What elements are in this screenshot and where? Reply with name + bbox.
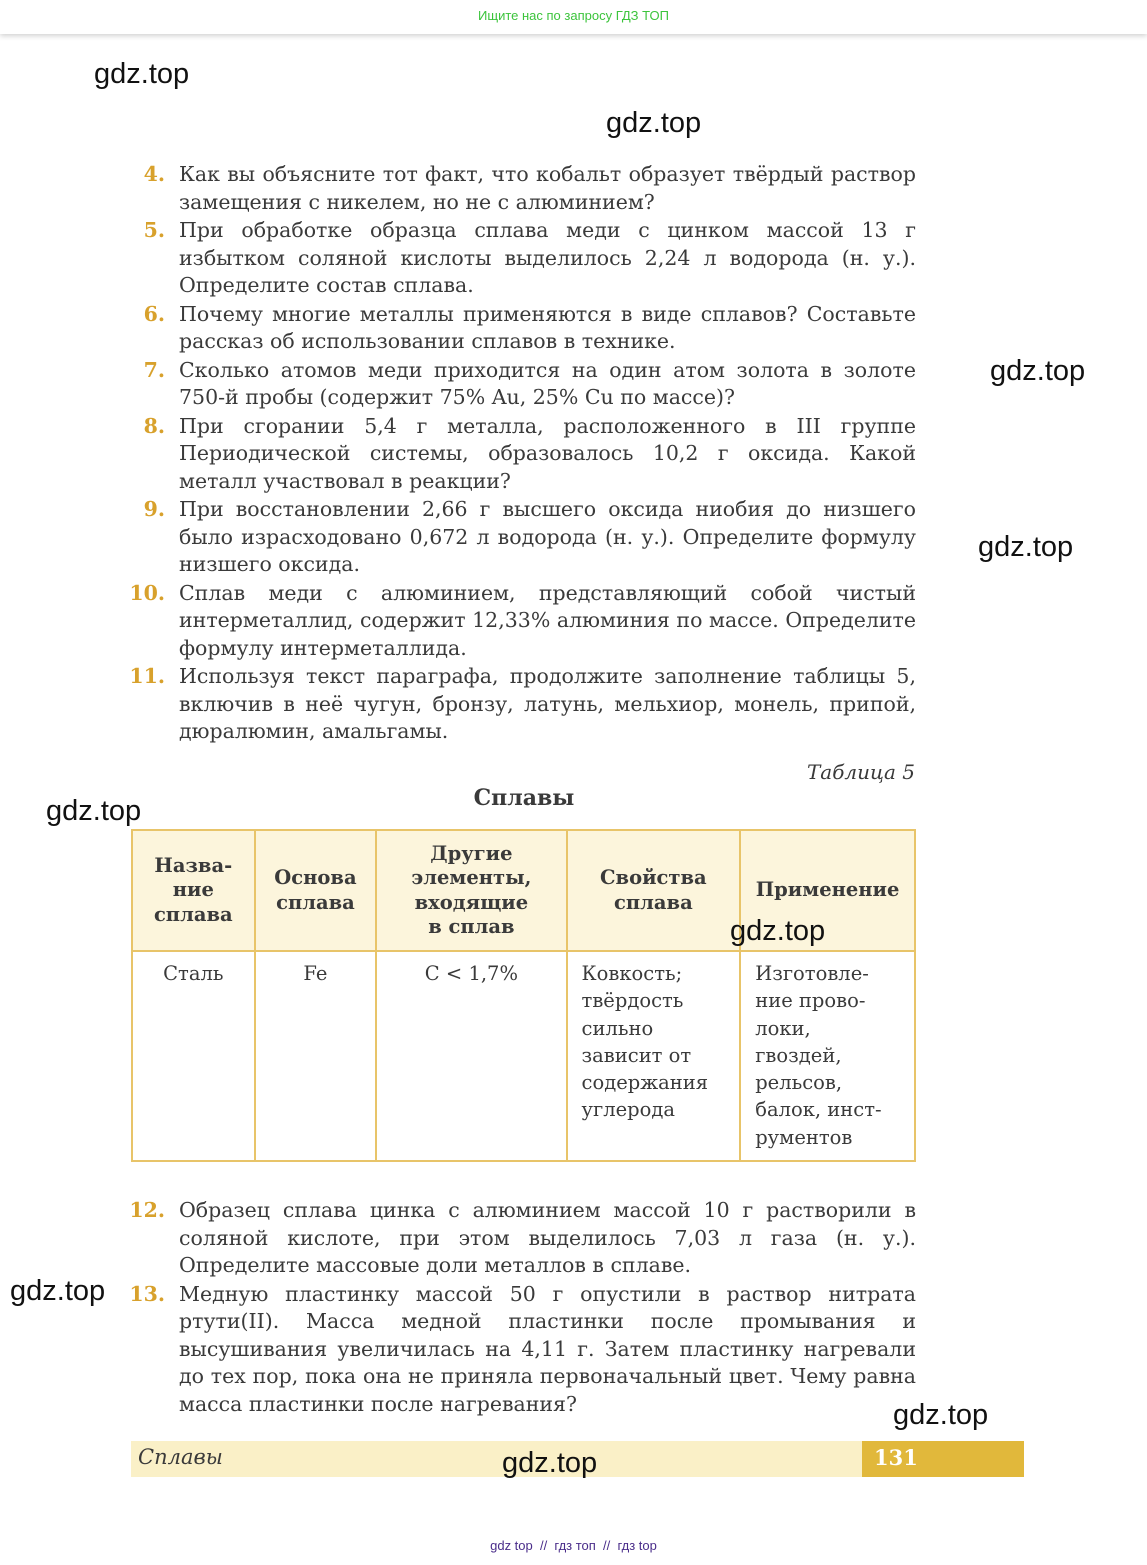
header-properties-text: Свойства сплава: [600, 866, 707, 914]
footer-section-title: Сплавы: [138, 1445, 223, 1469]
task-number: 9.: [143, 497, 165, 521]
watermark: gdz.top: [990, 355, 1086, 387]
task-item: [128, 496, 916, 579]
task-number: 7.: [143, 357, 165, 382]
table-title: Сплавы: [473, 785, 575, 811]
page-number: 131: [874, 1445, 918, 1470]
task-item: [128, 161, 916, 216]
task-number: 6.: [143, 301, 165, 326]
cell-name-text: Сталь: [163, 962, 224, 985]
header-base: [255, 830, 377, 951]
cell-name: [132, 951, 255, 1161]
task-number: 8.: [143, 413, 165, 438]
header-other-elements: [376, 830, 566, 951]
table-row: [132, 951, 915, 1161]
watermark: gdz.top: [606, 107, 702, 139]
task-item: [128, 1197, 916, 1280]
header-properties: [567, 830, 741, 951]
task-number: 11.: [129, 664, 165, 688]
cell-other: [376, 951, 566, 1161]
header-other-text: Другие элементы, входящие в сплав: [411, 841, 532, 938]
header-name: [132, 830, 255, 951]
search-banner-text: Ищите нас по запросу ГДЗ ТОП: [478, 8, 669, 23]
cell-other-text: C < 1,7%: [424, 962, 518, 985]
task-list-top: [128, 161, 916, 746]
cell-properties: [567, 951, 741, 1161]
search-banner: [0, 0, 1147, 34]
header-usage-text: Применение: [755, 878, 900, 902]
task-text: Образец сплава цинка с алюминием массой 10 г растворили в соляной кислоте, при этом выделилось 7,03 л газа (н. у.). Определите массовые доли металлов в сплаве.: [179, 1198, 916, 1277]
task-text: При восстановлении 2,66 г высшего оксида ниобия до низшего было израсходовано 0,672 л водорода (н. у.). Определите формулу низшего оксида.: [179, 497, 916, 576]
task-text: При сгорании 5,4 г металла, расположенного в III группе Периодической системы, образовалось 10,2 г оксида. Какой металл участвовал в реакции?: [179, 413, 916, 493]
task-number: 5.: [143, 218, 165, 242]
cell-usage-text: Изготовле- ние прово- локи, гвоздей, рельсов, балок, инст- рументов: [755, 962, 882, 1149]
watermark: gdz.top: [893, 1399, 989, 1431]
task-number: 13.: [129, 1281, 165, 1306]
bottom-links[interactable]: gdz top // гдз топ // гдз top: [490, 1538, 657, 1553]
cell-base-text: Fe: [303, 962, 328, 985]
task-text: Почему многие металлы применяются в виде сплавов? Составьте рассказ об использовании сплавов в технике.: [179, 301, 916, 353]
cell-base: [255, 951, 377, 1161]
cell-usage: [740, 951, 915, 1161]
watermark: gdz.top: [978, 531, 1074, 563]
task-number: 12.: [129, 1198, 165, 1222]
task-text: Используя текст параграфа, продолжите заполнение таблицы 5, включив в неё чугун, бронзу, латунь, мельхиор, монель, припой, дюралюмин, амальгамы.: [179, 664, 916, 743]
watermark: gdz.top: [10, 1275, 106, 1307]
alloys-table: [131, 829, 916, 1162]
task-item: [128, 1281, 916, 1419]
watermark: gdz.top: [46, 795, 142, 827]
task-item: [128, 357, 916, 412]
cell-properties-text: Ковкость; твёрдость сильно зависит от содержания углерода: [581, 962, 709, 1122]
task-item: [128, 663, 916, 746]
header-base-text: Основа сплава: [274, 866, 357, 914]
watermark: gdz.top: [730, 915, 826, 947]
watermark: gdz.top: [502, 1447, 598, 1479]
task-text: Сколько атомов меди приходится на один атом золота в золоте 750-й пробы (содержит 75% Au, 25% Cu по массе)?: [179, 357, 916, 409]
table-caption: Таблица 5: [806, 760, 915, 784]
task-number: 4.: [143, 162, 165, 186]
task-item: [128, 301, 916, 356]
task-item: [128, 217, 916, 300]
footer-section-band: [131, 1441, 862, 1477]
task-text: При обработке образца сплава меди с цинком массой 13 г избытком соляной кислоты выделилось 2,24 л водорода (н. у.). Определите состав сплава.: [179, 218, 916, 297]
watermark: gdz.top: [94, 58, 190, 90]
task-text: Как вы объясните тот факт, что кобальт образует твёрдый раствор замещения с никелем, но не с алюминием?: [179, 162, 916, 214]
task-item: [128, 580, 916, 663]
task-number: 10.: [129, 580, 165, 605]
task-item: [128, 413, 916, 496]
task-list-bottom: [128, 1197, 916, 1418]
task-text: Медную пластинку массой 50 г опустили в раствор нитрата ртути(II). Масса медной пластинки после промывания и высушивания увеличилась на 4,11 г. Затем пластинку нагревали до тех пор, пока она не приняла первоначальный цвет. Чему равна масса пластинки после нагревания?: [179, 1281, 916, 1416]
task-text: Сплав меди с алюминием, представляющий собой чистый интерметаллид, содержит 12,33% алюминия по массе. Определите формулу интерметаллида.: [179, 580, 916, 660]
footer-page-box: [862, 1441, 1024, 1477]
header-name-text: Назва- ние сплава: [153, 853, 233, 926]
